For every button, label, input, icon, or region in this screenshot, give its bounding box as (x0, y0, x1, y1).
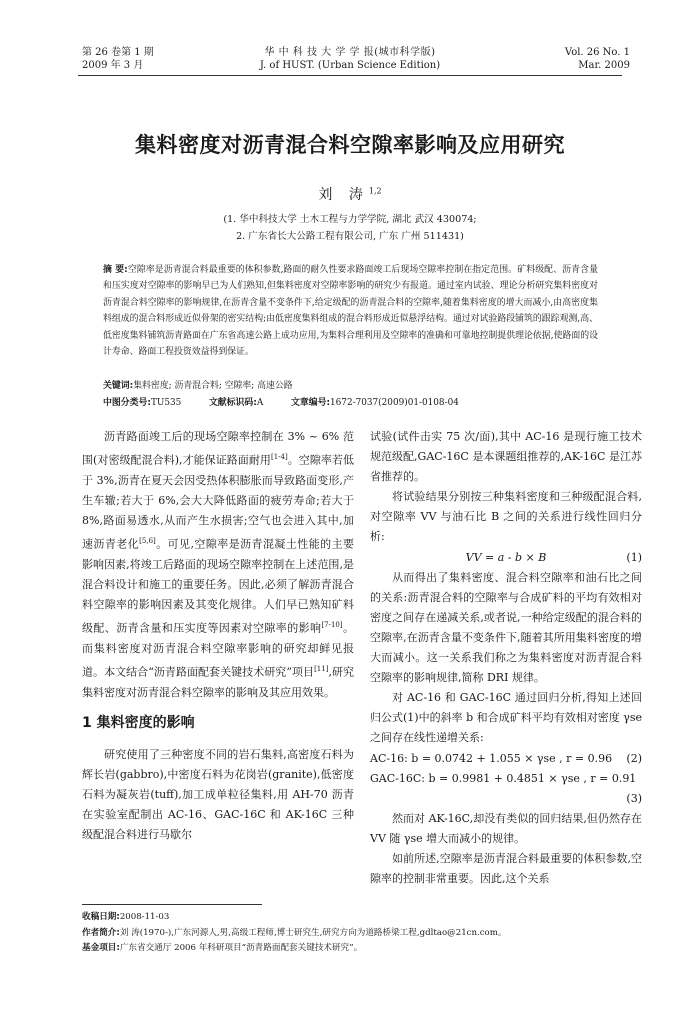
article-no-value: 1672-7037(2009)01-0108-04 (330, 398, 459, 408)
paper-title: 集料密度对沥青混合料空隙率影响及应用研究 (135, 133, 565, 157)
equation-2-number: (2) (626, 751, 642, 765)
equation-3 (370, 769, 642, 789)
section-paragraph: 研究使用了三种密度不同的岩石集料,高密度石料为辉长岩(gabbro),中密度石料为花岗岩(granite),低密度石料为凝灰岩(tuff),加工成单粒径集料,用 AH-70 沥青在实验室配制出 AC-16、GAC-16C 和 AK-16C 三种级配混合料进行马歇尔 (82, 747, 354, 842)
journal-volume-issue (82, 46, 154, 72)
clc-label: 中图分类号: (103, 398, 151, 408)
right-paragraph-6: 如前所述,空隙率是沥青混合料最重要的体积参数,空隙率的控制非常重要。因此,这个关系 (370, 851, 642, 886)
doc-code-label: 文献标识码: (208, 398, 257, 408)
received-label: 收稿日期: (82, 912, 120, 922)
footnote-rule (82, 904, 262, 905)
equation-3-number: (3) (626, 791, 642, 805)
author-bio (82, 926, 642, 942)
right-paragraph-3: 从而得出了集料密度、混合料空隙率和油石比之间的关系:沥青混合料的空隙率与合成矿料的平均有效相对密度之间存在递减关系,或者说,一种给定级配的混合料的空隙率,在沥青含量不变条件下,随着其所用集料密度的增大而减小。这一关系我们称之为集料密度对沥青混合料空隙率的影响规律,简称 DRI 规律。 (370, 570, 642, 685)
intro-text-e: ,研究集料密度对沥青混合料空隙率的影响及其应用效果。 (82, 665, 355, 699)
intro-text-a: 沥青路面竣工后的现场空隙率控制在 3% ~ 6% 范围(对密级配混合料),才能保证路面耐用 (82, 430, 354, 467)
right-paragraph-5: 然而对 AK-16C,却没有类似的回归结果,但仍然存在 VV 随 γse 增大而减小的规律。 (370, 811, 642, 845)
fund-text: 广东省交通厅 2006 年科研项目“沥青路面配套关键技术研究”。 (119, 943, 363, 953)
header-rule (78, 75, 622, 76)
keywords-label: 关键词: (103, 381, 134, 391)
abstract-label: 摘 要: (103, 265, 128, 275)
equation-2-text: AC-16: b = 0.0742 + 1.055 × γse , r = 0.96 (370, 751, 613, 765)
abstract (103, 262, 598, 360)
affiliation-1: (1. 华中科技大学 土木工程与力学学院, 湖北 武汉 430074; (223, 214, 477, 225)
section-heading: 1 集料密度的影响 (82, 714, 195, 731)
equation-3-text: GAC-16C: b = 0.9981 + 0.4851 × γse , r = 0.91 (370, 771, 637, 785)
equation-3-number-line (370, 789, 642, 809)
volume-issue: 第 26 卷第 1 期 (82, 47, 154, 58)
right-column (370, 427, 642, 889)
keywords-text: 集料密度; 沥青混合料; 空隙率; 高速公路 (133, 381, 293, 391)
citation-4: [11] (314, 665, 329, 673)
intro-paragraph (82, 427, 354, 703)
author-bio-label: 作者简介: (82, 927, 120, 938)
equation-1-text: VV = a - b × B (465, 550, 547, 564)
received-value: 2008-11-03 (119, 912, 170, 922)
affiliation-2: 2. 广东省长大公路工程有限公司, 广东 广州 511431) (236, 231, 464, 242)
vol-no-en: Vol. 26 No. 1 (564, 47, 630, 58)
intro-text-b: 。空隙率若低于 3%,沥青在夏天会因受热体积膨胀而导致路面变形,产生车辙;若大于 6%,会大大降低路面的疲劳寿命;若大于 8%,路面易透水,从而产生水损害;空气也会进入其中,加速沥青老化 (82, 453, 354, 551)
journal-name-cn: 华 中 科 技 大 学 学 报(城市科学版) (264, 47, 436, 58)
citation-1: [1-4] (270, 453, 288, 462)
right-paragraph-4: 对 AC-16 和 GAC-16C 通过回归分析,得知上述回归公式(1)中的斜率 b 和合成矿料平均有效相对密度 γse 之间存在线性递增关系: (370, 691, 642, 745)
journal-vol-en (565, 46, 630, 72)
equation-1-number: (1) (626, 550, 642, 564)
classification (103, 395, 598, 411)
keywords (103, 378, 598, 394)
equation-2 (370, 749, 642, 769)
journal-name (200, 46, 500, 72)
article-no-label: 文章编号: (290, 398, 331, 408)
fund-label: 基金项目: (82, 943, 120, 953)
received-date (82, 910, 642, 926)
author-name: 刘 涛 (318, 187, 369, 203)
intro-text-c: 。可见,空隙率是沥青混凝土性能的主要影响因素,将竣工后路面的现场空隙率控制在上述范围,是混合料设计和施工的重要任务。因此,必须了解沥青混合料空隙率的影响因素及其变化规律。人们早已熟知矿料级配、沥青含量和压实度等因素对空隙率的影响 (82, 537, 355, 635)
intro-text-d: 。而集料密度对沥青混合料空隙率影响的研究却鲜见报道。本文结合“沥青路面配套关键技术研究”项目 (82, 621, 355, 679)
right-paragraph-2: 将试验结果分别按三种集料密度和三种级配混合料,对空隙率 VV 与油石比 B 之间的关系进行线性回归分析: (370, 490, 642, 544)
equation-1 (370, 548, 642, 568)
issue-date: 2009 年 3 月 (82, 60, 144, 71)
abstract-text: 空隙率是沥青混合料最重要的体积参数,路面的耐久性要求路面竣工后现场空隙率控制在指定范围。矿料级配、沥青含量和压实度对空隙率的影响早已为人们熟知,但集料密度对空隙率影响的研究少有报道。通过室内试验、理论分析研究集料密度对沥青混合料空隙率的影响规律,在沥青含量不变条件下,给定级配的沥青混合料的空隙率,随着集料密度的增大而减小,由高密度集料组成的混合料形成近似骨架的密实结构;由低密度集料组成的混合料形成近似悬浮结构。通过对试验路段铺筑的跟踪观测,高、低密度集料铺筑沥青路面在广东省高速公路上成功应用,为集料合理利用及空隙率的准确和可靠地控制提供理论依据,使路面的设计寿命、路面工程投资效益得到保证。 (103, 265, 598, 358)
clc-value: TU535 (150, 398, 182, 408)
citation-2: [5,6] (139, 537, 156, 546)
author-bio-text: 刘 涛(1970-),广东河源人,男,高级工程师,博士研究生,研究方向为道路桥梁工程,gdltao@21cn.com。 (119, 927, 507, 938)
fund-project (82, 941, 642, 957)
citation-3: [7-10] (321, 621, 343, 630)
date-en: Mar. 2009 (578, 60, 630, 71)
author-affil-marks: 1,2 (368, 186, 382, 196)
left-column (82, 427, 354, 845)
footnotes (82, 910, 642, 957)
doc-code-value: A (256, 398, 264, 408)
journal-name-en: J. of HUST. (Urban Science Edition) (259, 60, 441, 71)
right-paragraph-1: 试验(试件击实 75 次/面),其中 AC-16 是现行施工技术规范级配,GAC-16C 是本课题组推荐的,AK-16C 是江苏省推荐的。 (370, 430, 642, 484)
author (0, 184, 700, 204)
